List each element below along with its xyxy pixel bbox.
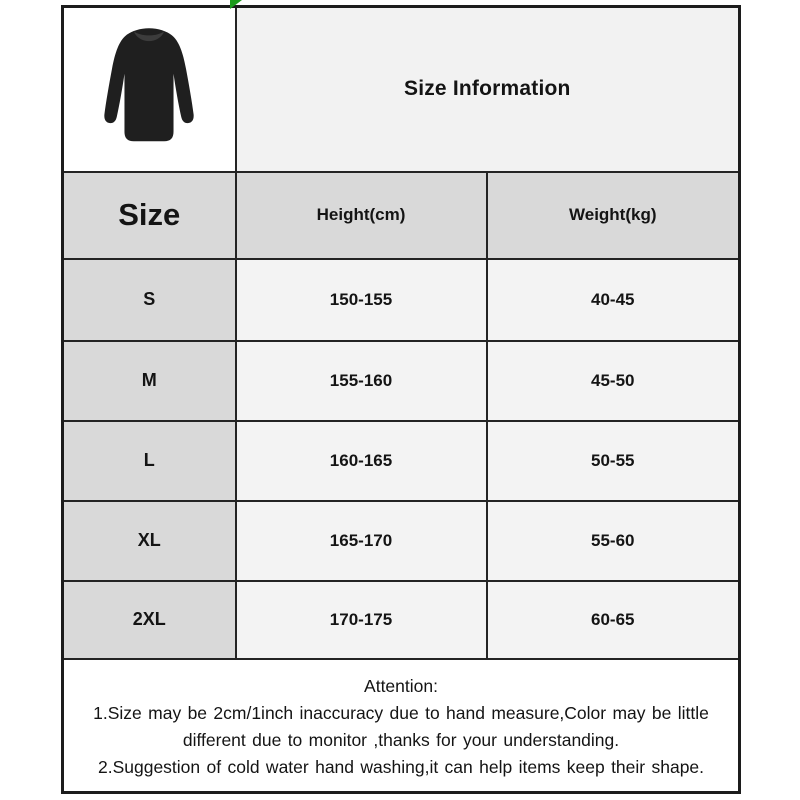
table-row-s <box>63 259 740 341</box>
table-row-l <box>63 421 740 501</box>
size-information-title: Size Information <box>236 7 740 172</box>
table-row-m <box>63 341 740 421</box>
table-row-xl <box>63 501 740 581</box>
weight-cell: 50-55 <box>487 421 740 501</box>
weight-cell: 55-60 <box>487 501 740 581</box>
height-cell: 155-160 <box>236 341 487 421</box>
height-cell: 150-155 <box>236 259 487 341</box>
table-header-row <box>63 172 740 259</box>
weight-cell: 45-50 <box>487 341 740 421</box>
attention-note-1-line-1: 1.Size may be 2cm/1inch inaccuracy due to hand measure,Color may be little <box>93 702 709 723</box>
size-table <box>61 5 741 794</box>
column-header-height: Height(cm) <box>236 172 487 259</box>
size-cell: L <box>63 421 236 501</box>
green-triangle-icon <box>230 0 242 9</box>
attention-note <box>63 659 740 793</box>
table-row-attention <box>63 659 740 793</box>
height-cell: 170-175 <box>236 581 487 659</box>
weight-cell: 40-45 <box>487 259 740 341</box>
attention-note-2: 2.Suggestion of cold water hand washing,it can help items keep their shape. <box>97 756 705 777</box>
height-cell: 160-165 <box>236 421 487 501</box>
size-cell: 2XL <box>63 581 236 659</box>
height-cell: 165-170 <box>236 501 487 581</box>
table-row-title <box>63 7 740 172</box>
size-cell: S <box>63 259 236 341</box>
column-header-size: Size <box>63 172 236 259</box>
attention-heading: Attention: <box>364 675 438 696</box>
size-cell: XL <box>63 501 236 581</box>
attention-note-1-line-2: different due to monitor ,thanks for your understanding. <box>182 729 620 750</box>
table-row-2xl <box>63 581 740 659</box>
weight-cell: 60-65 <box>487 581 740 659</box>
product-image-cell <box>63 7 236 172</box>
column-header-weight: Weight(kg) <box>487 172 740 259</box>
size-cell: M <box>63 341 236 421</box>
dress-silhouette-image <box>78 14 220 164</box>
